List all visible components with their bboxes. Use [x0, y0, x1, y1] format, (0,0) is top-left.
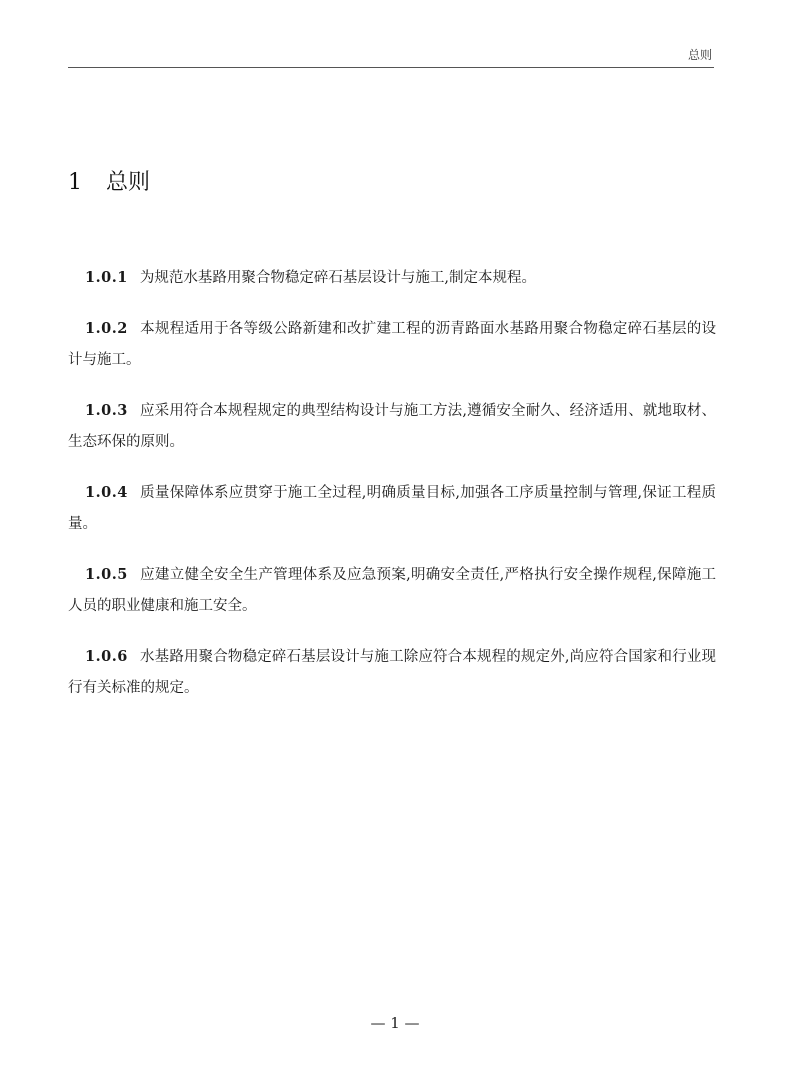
- page-number: — 1 —: [370, 1014, 420, 1032]
- clause-number: 1.0.1: [85, 269, 128, 286]
- header-rule: [68, 67, 714, 68]
- running-header: 总则: [687, 48, 712, 62]
- clause-1-0-2: [68, 313, 716, 376]
- clause-1-0-5: [68, 559, 716, 622]
- clause-1-0-4: [68, 477, 716, 540]
- clause-number: 1.0.3: [85, 402, 128, 419]
- chapter-heading: [68, 165, 150, 196]
- chapter-title: 总则: [106, 170, 151, 195]
- clause-list: [68, 262, 716, 723]
- clause-text: 为规范水基路用聚合物稳定碎石基层设计与施工,制定本规程。: [139, 270, 536, 286]
- clause-number: 1.0.5: [85, 566, 128, 583]
- clause-1-0-3: [68, 395, 716, 458]
- clause-number: 1.0.6: [85, 648, 128, 665]
- clause-text: 质量保障体系应贯穿于施工全过程,明确质量目标,加强各工序质量控制与管理,保证工程质量。: [68, 485, 716, 532]
- clause-1-0-1: [68, 262, 716, 294]
- clause-number: 1.0.2: [85, 320, 128, 337]
- clause-text: 应采用符合本规程规定的典型结构设计与施工方法,遵循安全耐久、经济适用、就地取材、生态环保的原则。: [68, 403, 716, 450]
- clause-text: 应建立健全安全生产管理体系及应急预案,明确安全责任,严格执行安全操作规程,保障施工人员的职业健康和施工安全。: [68, 567, 716, 614]
- chapter-number: 1: [68, 170, 82, 195]
- clause-text: 水基路用聚合物稳定碎石基层设计与施工除应符合本规程的规定外,尚应符合国家和行业现行有关标准的规定。: [68, 649, 716, 696]
- clause-number: 1.0.4: [85, 484, 128, 501]
- clause-1-0-6: [68, 641, 716, 704]
- clause-text: 本规程适用于各等级公路新建和改扩建工程的沥青路面水基路用聚合物稳定碎石基层的设计与施工。: [68, 321, 716, 368]
